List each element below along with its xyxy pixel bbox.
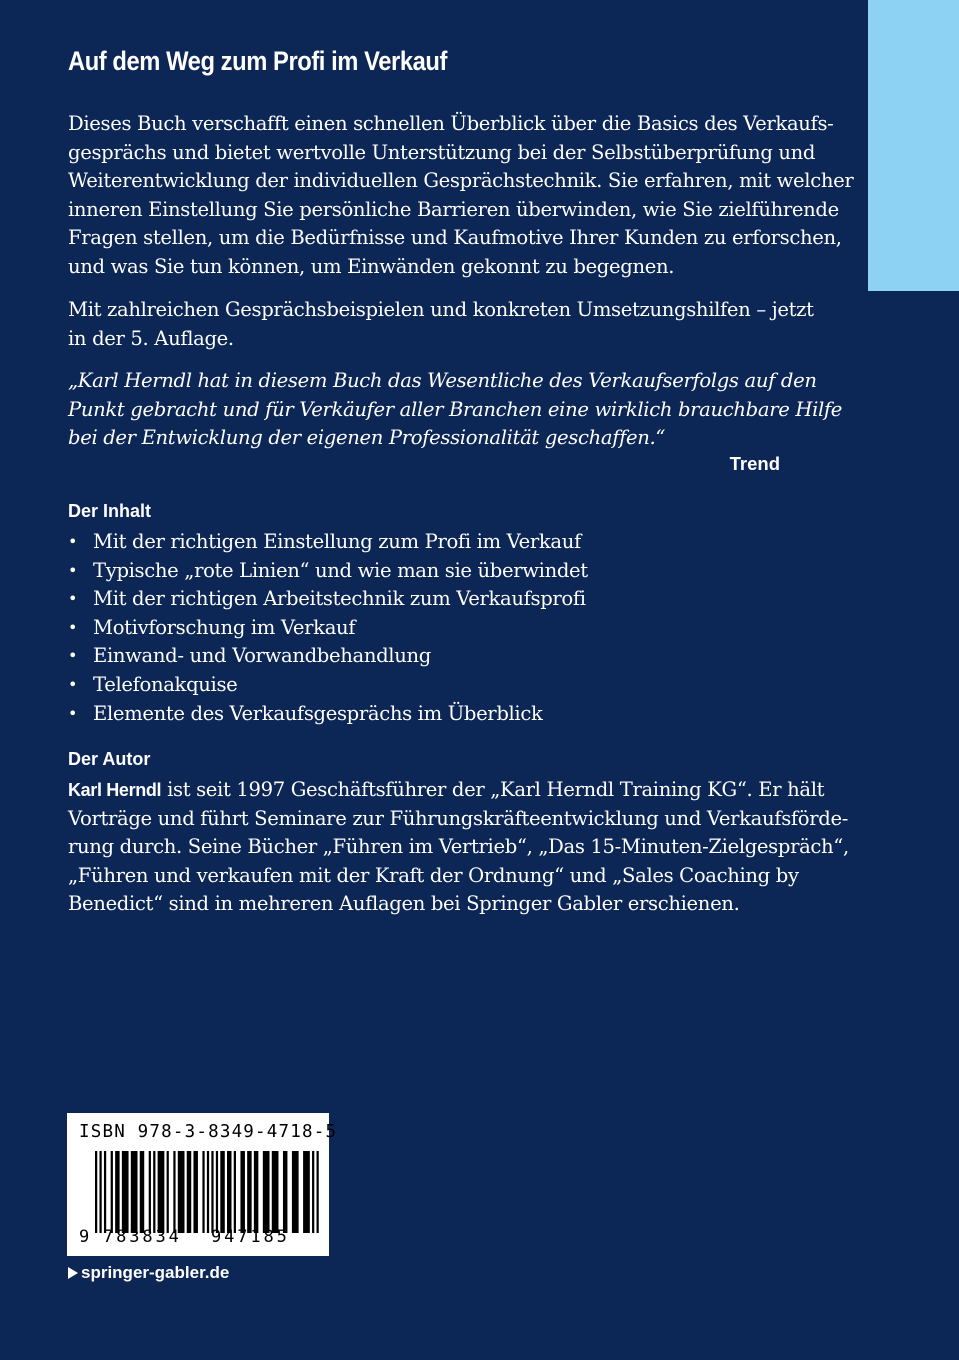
- list-item: • Einwand- und Vorwandbehandlung: [68, 642, 588, 671]
- barcode-bar: [115, 1151, 119, 1233]
- author-line: „Führen und verkaufen mit der Kraft der Ordnung“ und „Sales Coaching by: [68, 863, 799, 887]
- triangle-arrow-icon: [68, 1267, 78, 1279]
- contents-heading: Der Inhalt: [68, 501, 152, 521]
- intro-paragraph: [68, 110, 854, 282]
- list-item: • Elemente des Verkaufsgesprächs im Überblick: [68, 700, 588, 729]
- author-line: [68, 776, 825, 805]
- intro-line: Dieses Buch verschafft einen schnellen Überblick über die Basics des Verkaufs-: [68, 112, 834, 135]
- barcode-bar: [234, 1151, 236, 1233]
- barcode-lead-digit: 9: [79, 1227, 93, 1247]
- barcode-bar: [178, 1151, 185, 1233]
- contents-list: [68, 528, 588, 728]
- barcode-bar: [202, 1151, 204, 1233]
- list-item: • Mit der richtigen Einstellung zum Profi im Verkauf: [68, 528, 588, 557]
- barcode-right-digits: 947185: [211, 1227, 290, 1247]
- author-line: Benedict“ sind in mehreren Auflagen bei Springer Gabler erschienen.: [68, 892, 740, 916]
- author-name: Karl Herndl: [68, 780, 162, 800]
- barcode-bar: [122, 1151, 129, 1233]
- intro-line: Fragen stellen, um die Bedürfnisse und Kaufmotive Ihrer Kunden zu erforschen,: [68, 226, 842, 250]
- author-line-rest: ist seit 1997 Geschäftsführer der „Karl Herndl Training KG“. Er hält: [161, 778, 825, 801]
- barcode-bar: [104, 1151, 106, 1233]
- barcode-bar: [158, 1151, 165, 1233]
- barcode-bar: [263, 1151, 270, 1233]
- barcode-bar: [211, 1151, 213, 1233]
- review-quote: [68, 367, 843, 453]
- intro-line: inneren Einstellung Sie persönliche Barrieren überwinden, wie Sie zielführende: [68, 197, 839, 221]
- list-item: • Mit der richtigen Arbeitstechnik zum Verkaufsprofi: [68, 585, 588, 614]
- barcode-bar: [131, 1151, 138, 1233]
- barcode-bar: [149, 1151, 151, 1233]
- intro-line: gesprächs und bietet wertvolle Unterstützung bei der Selbstüberprüfung und: [68, 140, 816, 164]
- barcode-bar: [240, 1151, 244, 1233]
- edition-line: Mit zahlreichen Gesprächsbeispielen und konkreten Umsetzungshilfen – jetzt: [68, 298, 814, 321]
- barcode-bar: [247, 1151, 251, 1233]
- barcode-bar: [312, 1151, 314, 1233]
- barcode-bar: [153, 1151, 155, 1233]
- barcode-bar: [167, 1151, 169, 1233]
- barcode-bar: [193, 1151, 197, 1233]
- barcode-left-digits: 783834: [103, 1227, 182, 1247]
- barcode-bar: [216, 1151, 218, 1233]
- barcode-bar: [140, 1151, 144, 1233]
- barcode-bar: [317, 1151, 319, 1233]
- list-item: • Telefonakquise: [68, 671, 588, 700]
- author-heading: Der Autor: [68, 749, 151, 769]
- accent-tab: [868, 0, 959, 291]
- isbn-barcode: [67, 1113, 338, 1256]
- barcode-bar: [283, 1151, 287, 1233]
- publisher-url: [68, 1263, 229, 1283]
- back-cover-title: Auf dem Weg zum Profi im Verkauf: [68, 46, 447, 76]
- isbn-label: ISBN 978-3-8349-4718-5: [79, 1122, 338, 1142]
- barcode-bar: [95, 1151, 97, 1233]
- barcode-bar: [207, 1151, 209, 1233]
- intro-line: Weiterentwicklung der individuellen Gesprächstechnik. Sie erfahren, mit welcher: [68, 169, 854, 193]
- quote-line: Punkt gebracht und für Verkäufer aller Branchen eine wirklich brauchbare Hilfe: [68, 397, 843, 421]
- edition-paragraph: [68, 296, 814, 353]
- quote-line: „Karl Herndl hat in diesem Buch das Wesentliche des Verkaufserfolgs auf den: [68, 369, 817, 392]
- barcode-bar: [272, 1151, 279, 1233]
- barcode-bar: [220, 1151, 224, 1233]
- barcode-bar: [254, 1151, 258, 1233]
- barcode-bar: [227, 1151, 231, 1233]
- quote-source: Trend: [729, 453, 780, 474]
- list-item: • Typische „rote Linien“ und wie man sie überwindet: [68, 557, 588, 586]
- barcode-bar: [173, 1151, 175, 1233]
- barcode-bar: [187, 1151, 191, 1233]
- author-line: rung durch. Seine Bücher „Führen im Vertrieb“, „Das 15-Minuten-Zielgespräch“,: [68, 835, 849, 859]
- author-paragraph: [68, 776, 849, 919]
- barcode-bar: [303, 1151, 310, 1233]
- list-item: • Motivforschung im Verkauf: [68, 614, 588, 643]
- quote-line: bei der Entwicklung der eigenen Professionalität geschaffen.“: [68, 426, 666, 450]
- barcode-bar: [99, 1151, 101, 1233]
- author-line: Vorträge und führt Seminare zur Führungskräfteentwicklung und Verkaufsförde-: [68, 806, 848, 830]
- intro-line: und was Sie tun können, um Einwänden gekonnt zu begegnen.: [68, 254, 675, 278]
- barcode-bar: [111, 1151, 113, 1233]
- edition-line: in der 5. Auflage.: [68, 326, 234, 350]
- publisher-url-text: springer-gabler.de: [81, 1263, 230, 1282]
- barcode-bars: [95, 1151, 321, 1233]
- barcode-bar: [292, 1151, 299, 1233]
